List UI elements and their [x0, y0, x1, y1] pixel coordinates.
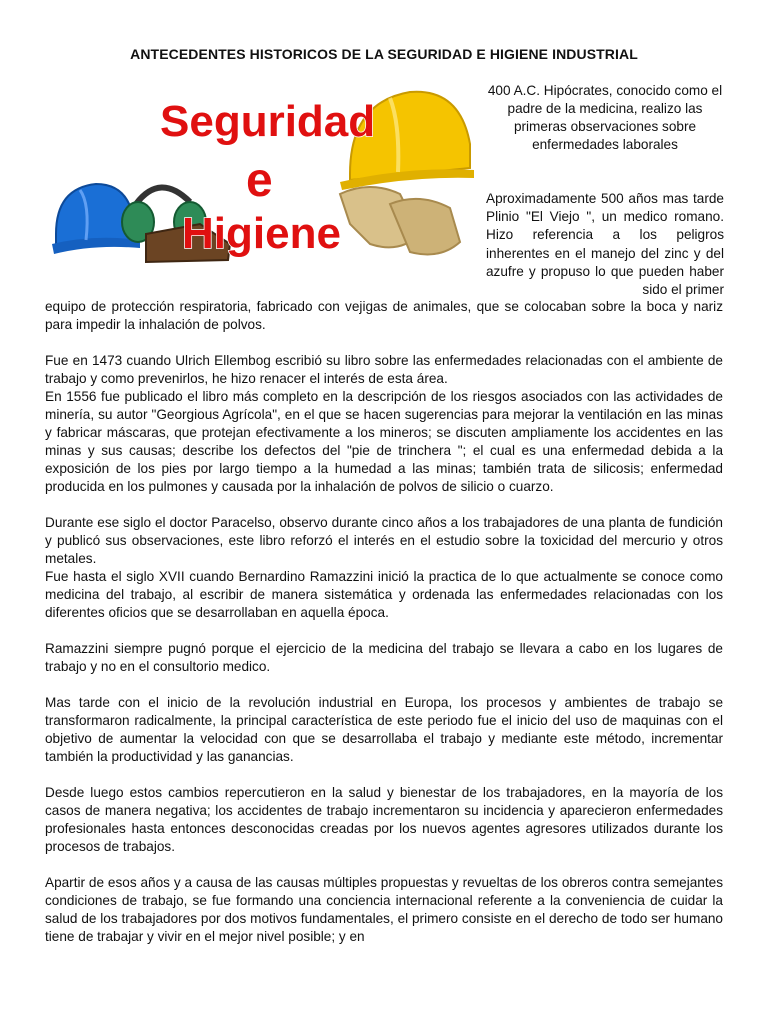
- seguridad-higiene-logo: [50, 84, 474, 274]
- paragraph-ellembog: Fue en 1473 cuando Ulrich Ellembog escribió su libro sobre las enfermedades relacionadas con el ambiente de trabajo y como prevenirlos, he hizo renacer el interés de esta área.: [45, 353, 723, 386]
- continuation-paragraph: equipo de protección respiratoria, fabricado con vejigas de animales, que se colocaban sobre la boca y nariz para impedir la inhalación de polvos.: [45, 299, 723, 332]
- logo-word-3: Higiene: [182, 209, 341, 258]
- logo-word-2: e: [246, 154, 273, 207]
- side-paragraph-hipocrates: 400 A.C. Hipócrates, conocido como el padre de la medicina, realizo las primeras observaciones sobre enfermedades laborales: [487, 83, 723, 152]
- logo-word-1: Seguridad: [160, 97, 376, 146]
- main-body: [45, 298, 723, 946]
- paragraph-conciencia: Apartir de esos años y a causa de las causas múltiples propuestas y revueltas de los obreros contra semejantes condiciones de trabajo, se fue formando una conciencia internacional referente a la conveniencia de cuidar la salud de los trabajadores por dos motivos fundamentales, el primero consiste en el derecho de todo ser humano tiene de trabajar y vivir en el mejor nivel posible; y en: [45, 875, 723, 944]
- paragraph-paracelso: Durante ese siglo el doctor Paracelso, observo durante cinco años a los trabajadores de una planta de fundición y publicó sus observaciones, este libro reforzó el interés en el estudio sobre la toxicidad del mercurio y otros metales.: [45, 515, 723, 566]
- paragraph-ramazzini-1: Fue hasta el siglo XVII cuando Bernardino Ramazzini inició la practica de lo que actualmente se conoce como medicina del trabajo, al escribir de manera sistemática y ordenada las enfermedades relacionadas con los diferentes oficios que se desarrollaban en aquella época.: [45, 569, 723, 620]
- paragraph-agricola: En 1556 fue publicado el libro más completo en la descripción de los riesgos asociados con las actividades de minería, su autor "Georgious Agrícola", en el que se hacen sugerencias para mejorar la ventilación en las minas y fabricar máscaras, que protejan efectivamente a los mineros; se discuten ampliamente los accidentes en las minas y sus causas; describe los defectos del "pie de trinchera "; el cual es una enfermedad debida a la exposición de los pies por largo tiempo a la humedad a las minas; también trata de silicosis; enfermedad producida en los pulmones y causada por la inhalación de polvos de silicio o cuarzo.: [45, 389, 723, 494]
- paragraph-cambios: Desde luego estos cambios repercutieron en la salud y bienestar de los trabajadores, en la mayoría de los casos de manera negativa; los accidentes de trabajo incrementaron su incidencia y aparecieron enfermedades profesionales hasta entonces desconocidas creadas por los nuevos agentes agresores utilizados durante los procesos de trabajos.: [45, 785, 723, 854]
- side-paragraph-plinio: Aproximadamente 500 años mas tarde Plinio "El Viejo ", un medico romano. Hizo referencia a los peligros inherentes en el manejo del zinc y del azufre y propuso lo que pueden haber sido el primer: [486, 191, 724, 298]
- gloves-icon: [340, 187, 460, 254]
- paragraph-ramazzini-2: Ramazzini siempre pugnó porque el ejercicio de la medicina del trabajo se llevara a cabo en los lugares de trabajo y no en el consultorio medico.: [45, 641, 723, 674]
- paragraph-revolucion: Mas tarde con el inicio de la revolución industrial en Europa, los procesos y ambientes de trabajo se transformaron radicalmente, la principal característica de este periodo fue el inicio del uso de maquinas con el objetivo de aumentar la velocidad con que se desarrollaba el trabajo y mediante este método, incrementar también la productividad y las ganancias.: [45, 695, 723, 764]
- document-title: ANTECEDENTES HISTORICOS DE LA SEGURIDAD E HIGIENE INDUSTRIAL: [130, 46, 638, 62]
